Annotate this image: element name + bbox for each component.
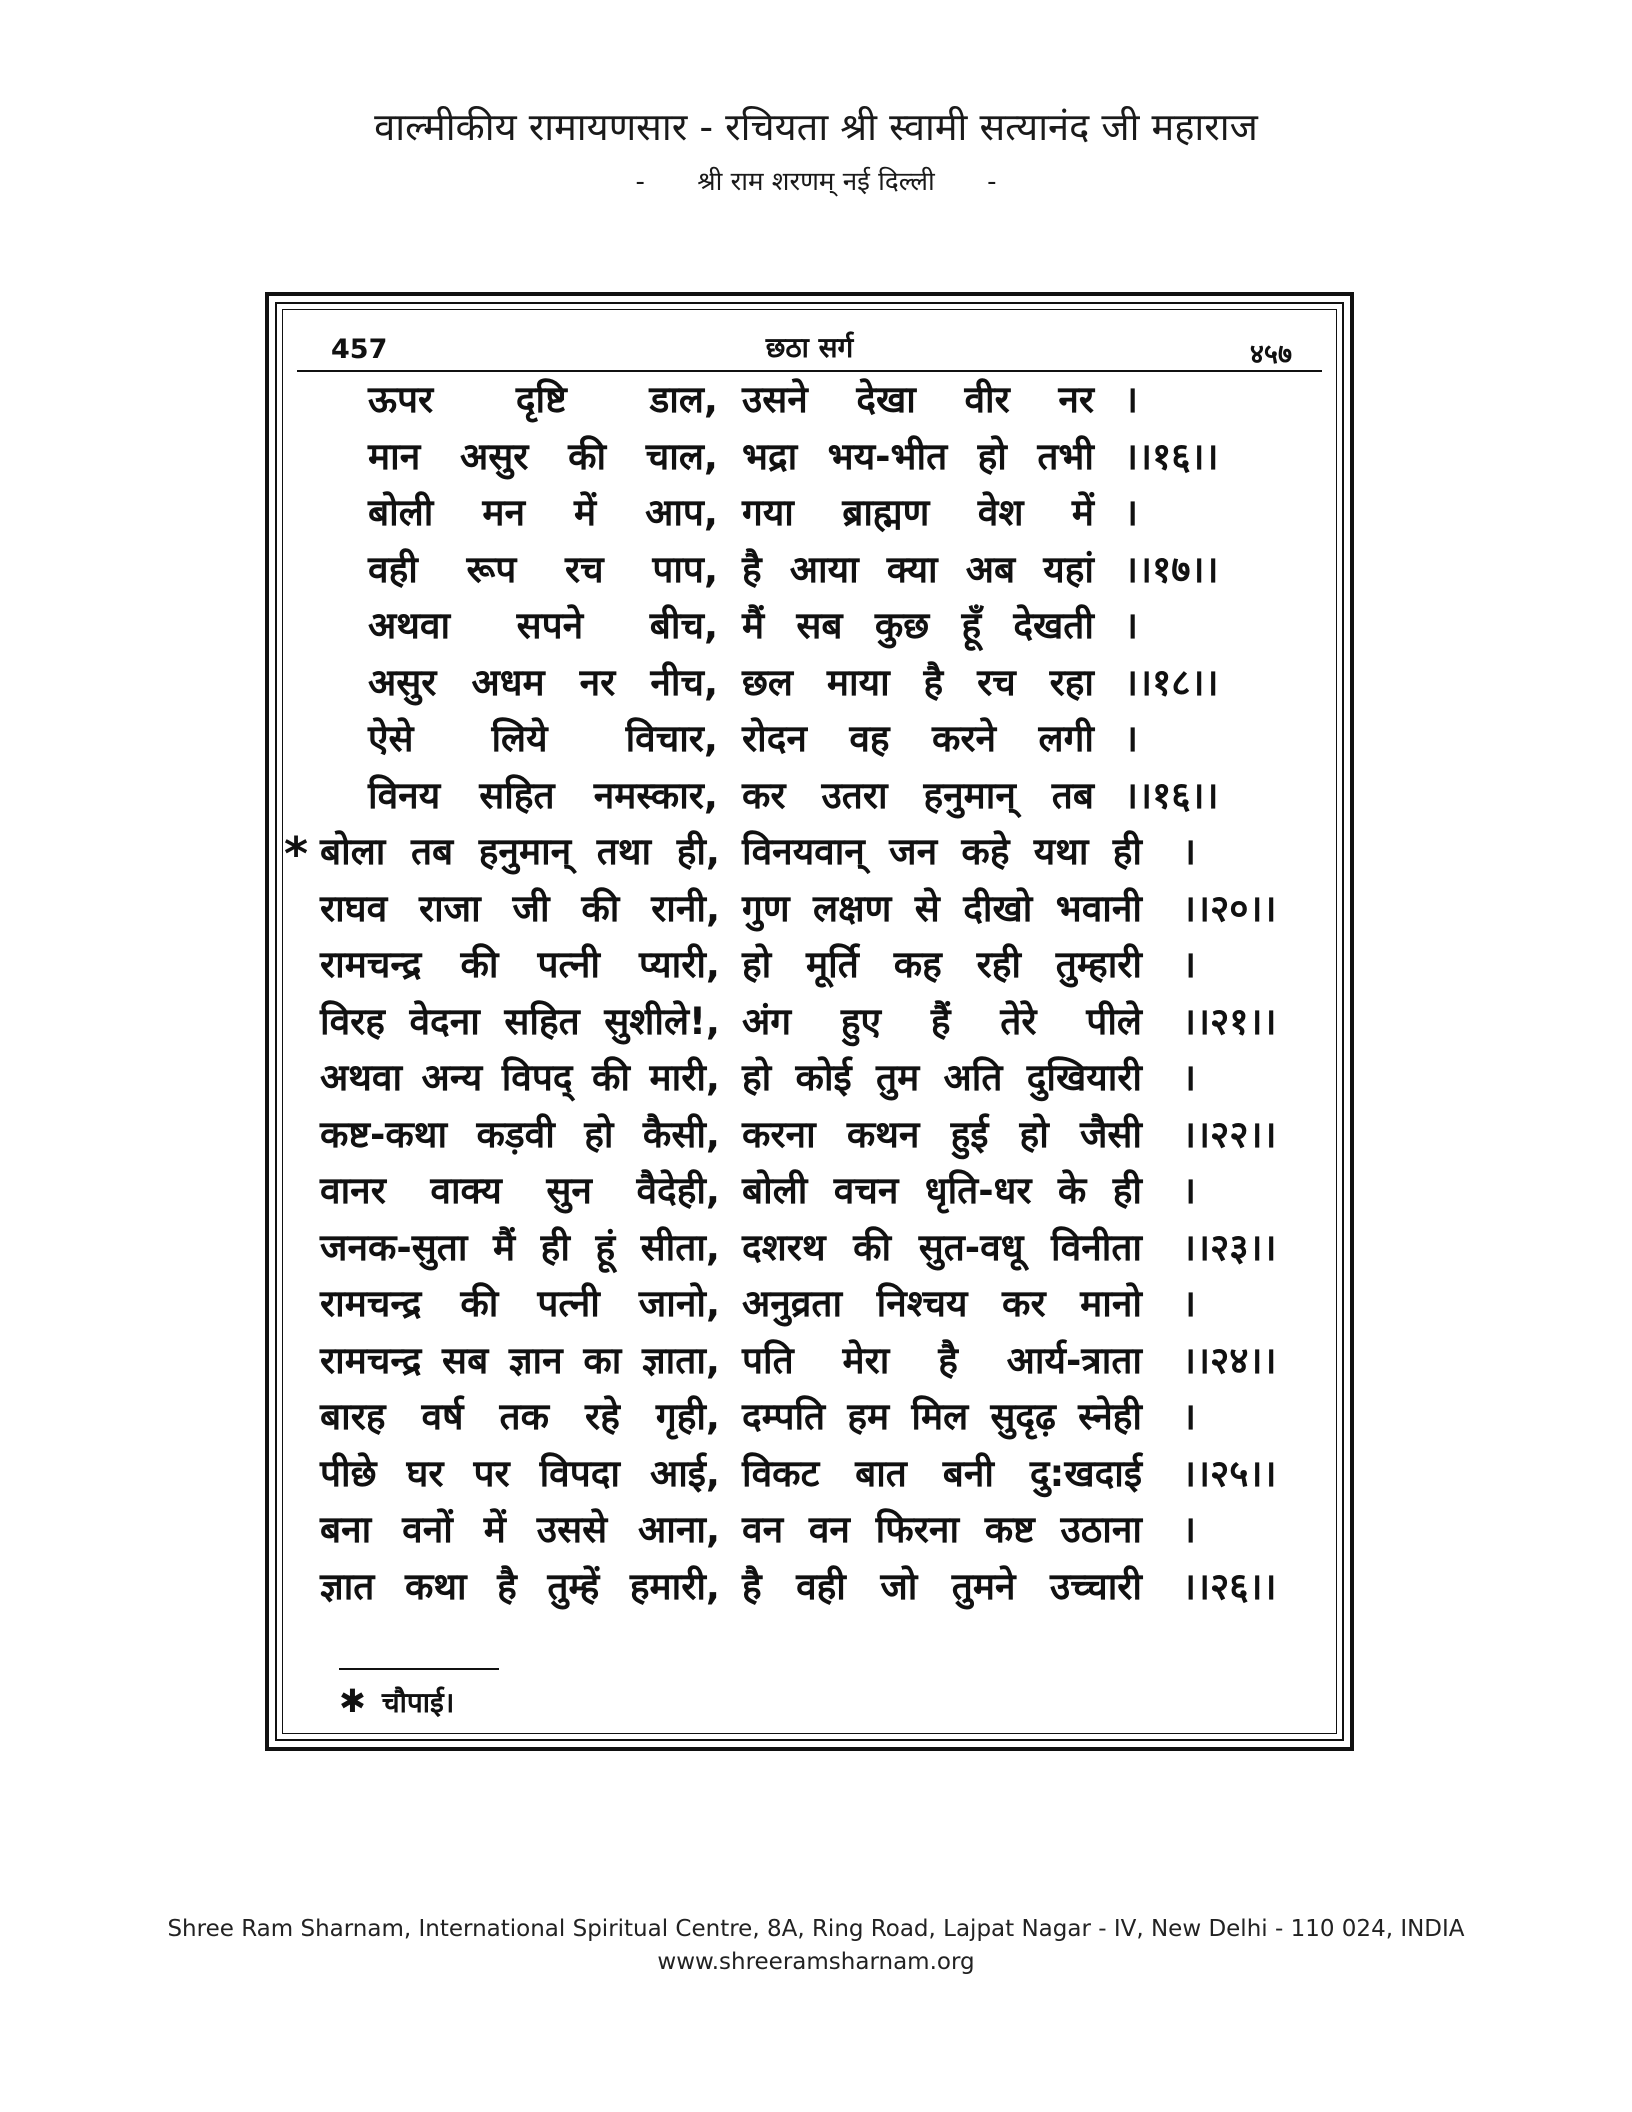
verse-first-half: पीछे घर पर विपदा आई, bbox=[320, 1451, 720, 1495]
verse-first-half: विरह वेदना सहित सुशीले!, bbox=[320, 999, 720, 1043]
verse-first-half: ज्ञात कथा है तुम्हें हमारी, bbox=[320, 1564, 720, 1608]
verse-line bbox=[283, 485, 1343, 541]
verse-first-half: बोली मन में आप, bbox=[368, 491, 718, 534]
dash-right: - bbox=[987, 167, 997, 197]
verse-line bbox=[283, 655, 1343, 711]
verse-number: । bbox=[1124, 604, 1139, 647]
verse-line bbox=[283, 881, 1343, 937]
verse-line bbox=[283, 372, 1343, 428]
verse-first-half: रामचन्द्र सब ज्ञान का ज्ञाता, bbox=[320, 1338, 720, 1382]
verse-second-half: है वही जो तुमने उच्चारी bbox=[742, 1564, 1142, 1608]
verse-line bbox=[283, 711, 1343, 767]
dash-left: - bbox=[635, 167, 645, 197]
verse-line bbox=[283, 429, 1343, 485]
verse-number: । bbox=[1182, 1395, 1197, 1438]
verse-first-half: जनक-सुता मैं ही हूं सीता, bbox=[320, 1225, 720, 1269]
verse-line bbox=[283, 824, 1343, 880]
footnote bbox=[339, 1682, 454, 1721]
verse-first-half: ऊपर दृष्टि डाल, bbox=[368, 378, 718, 421]
verse-second-half: कर उतरा हनुमान् तब bbox=[742, 773, 1094, 817]
verse-first-half: मान असुर की चाल, bbox=[368, 434, 718, 478]
verse-number: । bbox=[1124, 378, 1139, 421]
verse-number: । bbox=[1182, 943, 1197, 986]
verse-number: ।।१८।। bbox=[1124, 660, 1219, 704]
verse-line bbox=[283, 1559, 1343, 1615]
footer-address: Shree Ram Sharnam, International Spiritual Centre, 8A, Ring Road, Lajpat Nagar - IV, New Delhi - 110 024, INDIA bbox=[167, 1916, 1465, 1942]
verse-number: ।।२४।। bbox=[1182, 1338, 1277, 1382]
page-frame bbox=[265, 292, 1354, 1751]
verse-second-half: हो मूर्ति कह रही तुम्हारी bbox=[742, 943, 1142, 986]
verse-first-half: बोला तब हनुमान् तथा ही, bbox=[320, 830, 720, 873]
verse-number: ।।२५।। bbox=[1182, 1451, 1277, 1495]
verse-second-half: छल माया है रच रहा bbox=[742, 660, 1094, 704]
verse-line bbox=[283, 1220, 1343, 1276]
verse-second-half: उसने देखा वीर नर bbox=[742, 378, 1094, 421]
verse-second-half: अंग हुए हैं तेरे पीले bbox=[742, 999, 1142, 1043]
verse-line bbox=[283, 1276, 1343, 1332]
verse-first-half: रामचन्द्र की पत्नी प्यारी, bbox=[320, 943, 720, 986]
verse-second-half: बोली वचन धृति-धर के ही bbox=[742, 1169, 1142, 1212]
footnote-rule bbox=[339, 1668, 499, 1670]
page-header-bar bbox=[297, 320, 1322, 372]
page-number-latin: 457 bbox=[331, 334, 388, 365]
verse-second-half: वन वन फिरना कष्ट उठाना bbox=[742, 1508, 1142, 1551]
verse-line bbox=[283, 1446, 1343, 1502]
verse-first-half: असुर अधम नर नीच, bbox=[368, 660, 718, 704]
verse-number: । bbox=[1182, 1169, 1197, 1212]
verse-second-half: करना कथन हुई हो जैसी bbox=[742, 1112, 1142, 1156]
verse-first-half: ऐसे लिये विचार, bbox=[368, 717, 718, 760]
verse-line bbox=[283, 937, 1343, 993]
verse-first-half: रामचन्द्र की पत्नी जानो, bbox=[320, 1282, 720, 1325]
verse-second-half: पति मेरा है आर्य-त्राता bbox=[742, 1338, 1142, 1382]
verse-number: । bbox=[1124, 491, 1139, 534]
publisher-name: श्री राम शरणम् नई दिल्ली bbox=[697, 167, 935, 197]
verse-first-half: बारह वर्ष तक रहे गृही, bbox=[320, 1395, 720, 1438]
verse-line bbox=[283, 542, 1343, 598]
verse-number: ।।१६।। bbox=[1124, 434, 1219, 478]
verse-line bbox=[283, 1163, 1343, 1219]
verse-first-half: बना वनों में उससे आना, bbox=[320, 1508, 720, 1551]
verse-number: ।।२३।। bbox=[1182, 1225, 1277, 1269]
verse-second-half: मैं सब कुछ हूँ देखती bbox=[742, 604, 1094, 647]
book-title: वाल्मीकीय रामायणसार - रचियता श्री स्वामी सत्यानंद जी महाराज bbox=[374, 105, 1258, 149]
verse-line bbox=[283, 1107, 1343, 1163]
verse-number: ।।२१।। bbox=[1182, 999, 1277, 1043]
page-frame-innermost bbox=[282, 309, 1337, 1734]
verse-number: ।।२६।। bbox=[1182, 1564, 1277, 1608]
verse-second-half: दम्पति हम मिल सुदृढ़ स्नेही bbox=[742, 1395, 1142, 1438]
verse-line bbox=[283, 1050, 1343, 1106]
verse-first-half: अथवा सपने बीच, bbox=[368, 604, 718, 647]
verse-number: । bbox=[1182, 830, 1197, 873]
verse-second-half: है आया क्या अब यहां bbox=[742, 547, 1094, 591]
verse-number: ।।१६।। bbox=[1124, 773, 1219, 817]
verse-first-half: वानर वाक्य सुन वैदेही, bbox=[320, 1169, 720, 1212]
verse-number: । bbox=[1182, 1508, 1197, 1551]
verse-first-half: राघव राजा जी की रानी, bbox=[320, 886, 720, 930]
verse-second-half: गुण लक्षण से दीखो भवानी bbox=[742, 886, 1142, 930]
verse-line bbox=[283, 994, 1343, 1050]
verse-number: । bbox=[1182, 1056, 1197, 1099]
verse-second-half: रोदन वह करने लगी bbox=[742, 717, 1094, 760]
footer-website: www.shreeramsharnam.org bbox=[657, 1949, 975, 1975]
page-number-devanagari: ४५७ bbox=[1249, 339, 1292, 370]
verse-second-half: हो कोई तुम अति दुखियारी bbox=[742, 1056, 1142, 1099]
verse-first-half: वही रूप रच पाप, bbox=[368, 547, 718, 591]
verse-second-half: दशरथ की सुत-वधू विनीता bbox=[742, 1225, 1142, 1269]
verse-second-half: भद्रा भय-भीत हो तभी bbox=[742, 434, 1094, 478]
verse-first-half: विनय सहित नमस्कार, bbox=[368, 773, 718, 817]
verse-second-half: विनयवान् जन कहे यथा ही bbox=[742, 830, 1142, 873]
chapter-heading: छठा सर्ग bbox=[765, 331, 854, 364]
verse-number: । bbox=[1124, 717, 1139, 760]
verse-line bbox=[283, 768, 1343, 824]
verse-line bbox=[283, 1389, 1343, 1445]
verse-second-half: विकट बात बनी दु:खदाई bbox=[742, 1451, 1142, 1495]
publisher-line bbox=[0, 162, 1632, 198]
verse-second-half: अनुव्रता निश्चय कर मानो bbox=[742, 1282, 1142, 1325]
verse-number: ।।१७।। bbox=[1124, 547, 1219, 591]
verse-line bbox=[283, 598, 1343, 654]
footnote-asterisk: ✱ bbox=[339, 1682, 366, 1720]
verse-first-half: अथवा अन्य विपद् की मारी, bbox=[320, 1056, 720, 1099]
verse-first-half: कष्ट-कथा कड़वी हो कैसी, bbox=[320, 1112, 720, 1156]
verse-line bbox=[283, 1333, 1343, 1389]
verse-second-half: गया ब्राह्मण वेश में bbox=[742, 491, 1094, 534]
verse-line bbox=[283, 1502, 1343, 1558]
verse-number: । bbox=[1182, 1282, 1197, 1325]
verse-number: ।।२०।। bbox=[1182, 886, 1277, 930]
verse-number: ।।२२।। bbox=[1182, 1112, 1277, 1156]
chaupai-star-marker: * bbox=[284, 827, 309, 881]
page-frame-inner bbox=[275, 302, 1344, 1741]
footnote-text: चौपाई। bbox=[381, 1686, 455, 1719]
